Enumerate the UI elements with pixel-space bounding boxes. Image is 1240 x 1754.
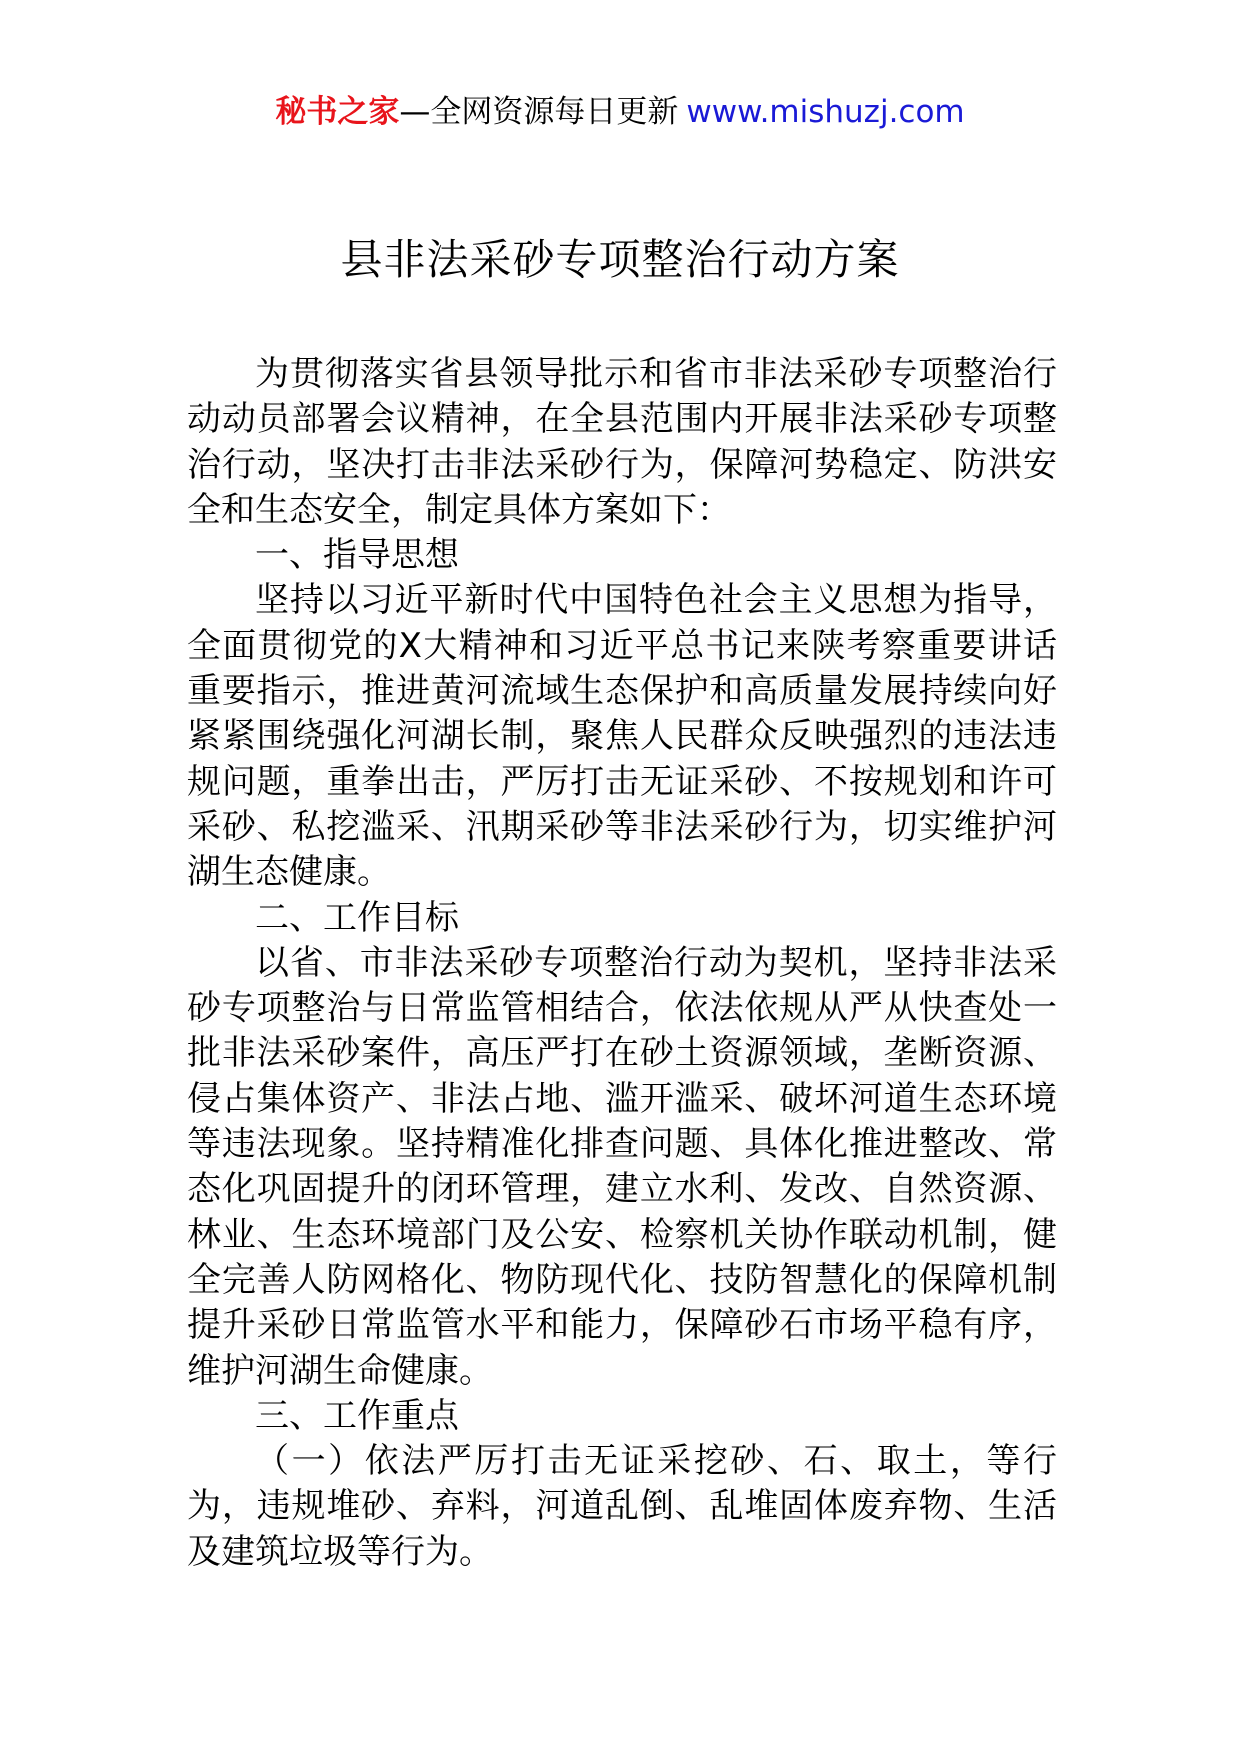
section-heading-work-focus: 三、工作重点 (255, 1395, 459, 1436)
site-url-link[interactable]: www.mishuzj.com (686, 94, 965, 130)
document-body (187, 352, 1057, 1575)
work-focus-item-1: （一）依法严厉打击无证采挖砂、石、取土，等行为，违规堆砂、弃料，河道乱倒、乱堆固体废弃物、生活及建筑垃圾等行为。 (187, 1441, 1057, 1572)
document-title: 县非法采砂专项整治行动方案 (340, 235, 900, 284)
section-heading-guiding-ideology: 一、指导思想 (255, 535, 459, 576)
header-tagline: 全网资源每日更新 (430, 94, 679, 130)
site-header (0, 92, 1240, 132)
brand-name: 秘书之家 (275, 94, 400, 130)
section-heading-work-goals: 二、工作目标 (255, 897, 459, 938)
header-dash: — (399, 94, 431, 130)
intro-paragraph: 为贯彻落实省县领导批示和省市非法采砂专项整治行动动员部署会议精神，在全县范围内开展非法采砂专项整治行动，坚决打击非法采砂行为，保障河势稳定、防洪安全和生态安全，制定具体方案如下： (187, 354, 1057, 530)
work-goals-paragraph: 以省、市非法采砂专项整治行动为契机，坚持非法采砂专项整治与日常监管相结合，依法依规从严从快查处一批非法采砂案件，高压严打在砂土资源领域，垄断资源、侵占集体资产、非法占地、滥开滥采、破坏河道生态环境等违法现象。坚持精准化排查问题、具体化推进整改、常态化巩固提升的闭环管理，建立水利、发改、自然资源、林业、生态环境部门及公安、检察机关协作联动机制，健全完善人防网格化、物防现代化、技防智慧化的保障机制提升采砂日常监管水平和能力，保障砂石市场平稳有序，维护河湖生命健康。 (187, 942, 1057, 1391)
guiding-ideology-paragraph: 坚持以习近平新时代中国特色社会主义思想为指导，全面贯彻党的X大精神和习近平总书记来陕考察重要讲话重要指示，推进黄河流域生态保护和高质量发展持续向好紧紧围绕强化河湖长制，聚焦人民群众反映强烈的违法违规问题，重拳出击，严厉打击无证采砂、不按规划和许可采砂、私挖滥采、汛期采砂等非法采砂行为，切实维护河湖生态健康。 (187, 580, 1057, 893)
